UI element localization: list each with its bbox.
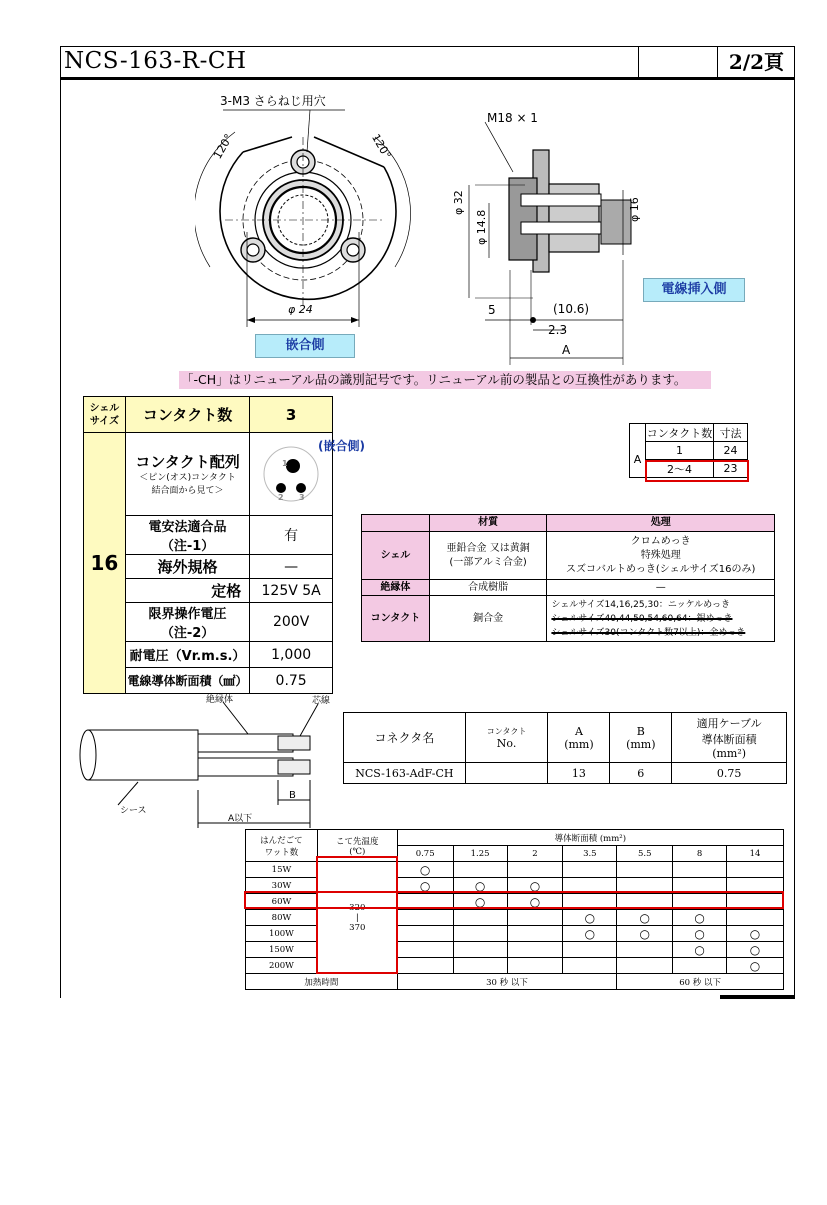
b-header — [610, 713, 672, 763]
dim-header: 寸法 — [714, 424, 748, 442]
mating-side-label: 嵌合側 — [255, 334, 355, 358]
highlight-box — [645, 460, 749, 482]
pin-layout-icon — [261, 444, 321, 504]
contact-no-header — [465, 713, 548, 763]
area-cell: 0.75 — [672, 763, 787, 784]
watt-header-2: ワット数 — [264, 847, 299, 858]
contact-count-value: 3 — [250, 397, 333, 433]
front-view-drawing — [195, 92, 415, 337]
mark-cell — [397, 958, 453, 974]
col-header: 3.5 — [563, 846, 617, 862]
mark-cell: ○ — [673, 910, 727, 926]
watt-cell: 150W — [246, 942, 318, 958]
material-header: 材質 — [429, 515, 547, 532]
core-label: 芯線 — [312, 696, 331, 706]
area-header-2: 導体断面積 — [701, 733, 757, 746]
watt-cell: 80W — [246, 910, 318, 926]
shell-process-2: 特殊処理 — [640, 549, 681, 561]
spec-row-label: 電安法適合品（注-1） — [125, 516, 249, 555]
mark-cell — [507, 958, 563, 974]
heat-label: 加熱時間 — [246, 974, 398, 990]
front-diameter: φ 24 — [288, 303, 313, 316]
group-label: A — [630, 442, 646, 478]
shell-material — [429, 532, 547, 580]
shell-process-1: クロムめっき — [630, 535, 691, 547]
part-number: NCS-163-R-CH — [64, 48, 247, 74]
arrangement-cell — [125, 433, 249, 516]
shell-material-2: (一部アルミ合金) — [449, 556, 527, 568]
mark-cell — [507, 862, 563, 878]
bottom-rule — [720, 995, 795, 999]
spec-row-value: 1,000 — [250, 642, 333, 668]
insulator-process: — — [547, 580, 775, 596]
watt-header-1: はんだごて — [260, 835, 303, 846]
temp-header-1: こて先温度 — [336, 836, 379, 847]
mark-cell — [453, 942, 507, 958]
watt-cell: 200W — [246, 958, 318, 974]
mark-cell: ○ — [727, 942, 784, 958]
wire-side-label: 電線挿入側 — [643, 278, 745, 302]
mark-cell — [507, 942, 563, 958]
b-header-text: B — [636, 724, 645, 738]
contact-process-3: シェルサイズ30(コンタクト数7以上)：金めっき — [551, 627, 746, 638]
spec-row-label: 限界操作電圧（注-2） — [125, 603, 249, 642]
mark-cell: ○ — [727, 958, 784, 974]
col-header: 1.25 — [453, 846, 507, 862]
contact-header-text: コンタクト — [486, 726, 527, 736]
insulator-label-cable: 絶縁体 — [206, 695, 234, 705]
dim-a-label: A以下 — [228, 814, 253, 824]
spec-row-label: 海外規格 — [125, 555, 249, 579]
pin-2-label: 2 — [278, 493, 284, 502]
mark-cell: ○ — [617, 926, 673, 942]
angle-left: 120° — [210, 131, 236, 162]
mark-cell — [673, 958, 727, 974]
dim-2-3: 2.3 — [548, 323, 568, 337]
watt-cell: 15W — [246, 862, 318, 878]
mark-cell: ○ — [727, 926, 784, 942]
arrangement-sub: ＜ピン(オス)コンタクト 結合面から見て＞ — [139, 472, 236, 496]
contact-count-header: コンタクト数 — [125, 397, 249, 433]
cable-table — [343, 712, 787, 784]
mark-cell — [397, 926, 453, 942]
mat-blank-header — [362, 515, 430, 532]
count-cell: 2～4 — [646, 460, 714, 478]
shell-process — [547, 532, 775, 580]
temp-sep: | — [355, 912, 359, 923]
col-header: 8 — [673, 846, 727, 862]
a-header-text: A — [574, 724, 583, 738]
shell-material-1: 亜鉛合金 又は黄銅 — [446, 542, 530, 554]
mark-cell: ○ — [563, 926, 617, 942]
b-cell: 6 — [610, 763, 672, 784]
mark-cell — [727, 862, 784, 878]
shell-size-header: シェル サイズ — [84, 397, 126, 433]
area-header-3: (mm²) — [712, 747, 747, 760]
spec-row-label: 耐電圧（Vr.m.s.） — [125, 642, 249, 668]
mark-cell — [563, 942, 617, 958]
contact-material: 銅合金 — [429, 596, 547, 642]
mark-cell: ○ — [507, 894, 563, 910]
col-header: 2 — [507, 846, 563, 862]
mark-cell — [453, 958, 507, 974]
heat-time-1: 30 秒 以下 — [397, 974, 617, 990]
mating-side-note: (嵌合側) — [318, 439, 365, 453]
spec-row-label: 定格 — [125, 579, 249, 603]
mark-cell — [617, 958, 673, 974]
mark-cell — [727, 910, 784, 926]
area-header — [672, 713, 787, 763]
dia-14-8: φ 14.8 — [475, 209, 488, 245]
mark-cell — [673, 862, 727, 878]
a-cell: 13 — [548, 763, 610, 784]
spec-row-value: 有 — [250, 516, 333, 555]
mark-cell: ○ — [453, 894, 507, 910]
insulator-label: 絶縁体 — [362, 580, 430, 596]
cable-drawing — [78, 690, 331, 830]
mark-cell: ○ — [563, 910, 617, 926]
title-blank-cell — [638, 47, 717, 77]
mark-cell — [397, 910, 453, 926]
mark-cell — [453, 910, 507, 926]
angle-right: 120° — [368, 131, 394, 162]
mark-cell — [617, 942, 673, 958]
spec-row-value: 0.75 — [250, 668, 333, 694]
mark-cell: ○ — [617, 910, 673, 926]
title-block — [60, 46, 795, 78]
dia-32: φ 32 — [452, 190, 465, 215]
mark-cell: ○ — [673, 926, 727, 942]
count-cell: 1 — [646, 442, 714, 460]
header-rule — [60, 78, 795, 80]
spec-table — [83, 396, 333, 694]
mark-cell — [507, 926, 563, 942]
connector-name-cell: NCS-163-AdF-CH — [344, 763, 466, 784]
mark-cell: ○ — [397, 862, 453, 878]
pin-3-label: 3 — [299, 493, 305, 502]
temp-lo: 370 — [349, 922, 366, 933]
area-header-1: 適用ケーブル — [696, 717, 762, 730]
dim-b-label: B — [289, 790, 296, 801]
group-blank — [630, 424, 646, 442]
contact-no-cell — [465, 763, 548, 784]
watt-cell: 100W — [246, 926, 318, 942]
renewal-note: 「-CH」はリニューアル品の識別記号です。リニューアル前の製品との互換性があります。 — [179, 371, 711, 389]
dim-cell: 24 — [714, 442, 748, 460]
connector-name-header: コネクタ名 — [344, 713, 466, 763]
insulator-material: 合成樹脂 — [429, 580, 547, 596]
b-unit-text: (mm) — [626, 737, 656, 751]
mark-cell — [397, 942, 453, 958]
shell-process-3: スズコバルトめっき(シェルサイズ16のみ) — [566, 563, 756, 575]
mark-cell — [453, 926, 507, 942]
col-header: 14 — [727, 846, 784, 862]
contact-label: コンタクト — [362, 596, 430, 642]
watt-cell: 30W — [246, 878, 318, 894]
shell-size-value: 16 — [84, 433, 126, 694]
arrangement-label: コンタクト配列 — [135, 452, 240, 471]
thread-label: M18 × 1 — [487, 111, 538, 125]
mark-cell — [617, 862, 673, 878]
temp-header-2: (℃) — [349, 846, 366, 857]
mark-cell — [563, 862, 617, 878]
material-table — [361, 514, 775, 642]
watt-header — [246, 830, 318, 862]
process-header: 処理 — [547, 515, 775, 532]
mark-cell — [507, 910, 563, 926]
spec-row-value: — — [250, 555, 333, 579]
contact-process-1: シェルサイズ14,16,25,30：ニッケルめっき — [551, 599, 731, 610]
dim-a: A — [562, 343, 571, 357]
page-number: 2/2頁 — [717, 47, 795, 77]
mark-cell — [453, 862, 507, 878]
contact-process-2: シェルサイズ40,44,50,54,60,64：銀めっき — [551, 613, 733, 624]
no-header-text: No. — [496, 736, 517, 750]
dim-cell: 23 — [714, 460, 748, 478]
heat-time-2: 60 秒 以下 — [617, 974, 784, 990]
row-highlight-box — [244, 891, 784, 909]
spec-row-label: 電線導体断面積（㎟） — [125, 668, 249, 694]
mark-cell: ○ — [397, 878, 453, 894]
contact-process — [547, 596, 775, 642]
mark-cell: ○ — [673, 942, 727, 958]
dim-10-6: (10.6) — [553, 302, 590, 316]
spec-row-value: 125V 5A — [250, 579, 333, 603]
watt-cell: 60W — [246, 894, 318, 910]
hole-label: 3-M3 さらねじ用穴 — [220, 94, 326, 108]
spec-row-value: 200V — [250, 603, 333, 642]
dim-5: 5 — [488, 303, 496, 317]
mark-cell — [563, 958, 617, 974]
a-unit-text: (mm) — [564, 737, 594, 751]
mark-cell: ○ — [507, 878, 563, 894]
col-header: 5.5 — [617, 846, 673, 862]
a-header — [548, 713, 610, 763]
dia-16: φ 16 — [628, 197, 641, 222]
mark-cell: ○ — [453, 878, 507, 894]
sheath-label: シース — [120, 806, 147, 816]
area-header: 導体断面積 (mm²) — [397, 830, 783, 846]
count-header: コンタクト数 — [646, 424, 714, 442]
col-header: 0.75 — [397, 846, 453, 862]
shell-label: シェル — [362, 532, 430, 580]
temp-hi: 320 — [349, 902, 366, 913]
pin-1-label: 1 — [282, 459, 288, 468]
temp-highlight-box — [316, 856, 398, 974]
